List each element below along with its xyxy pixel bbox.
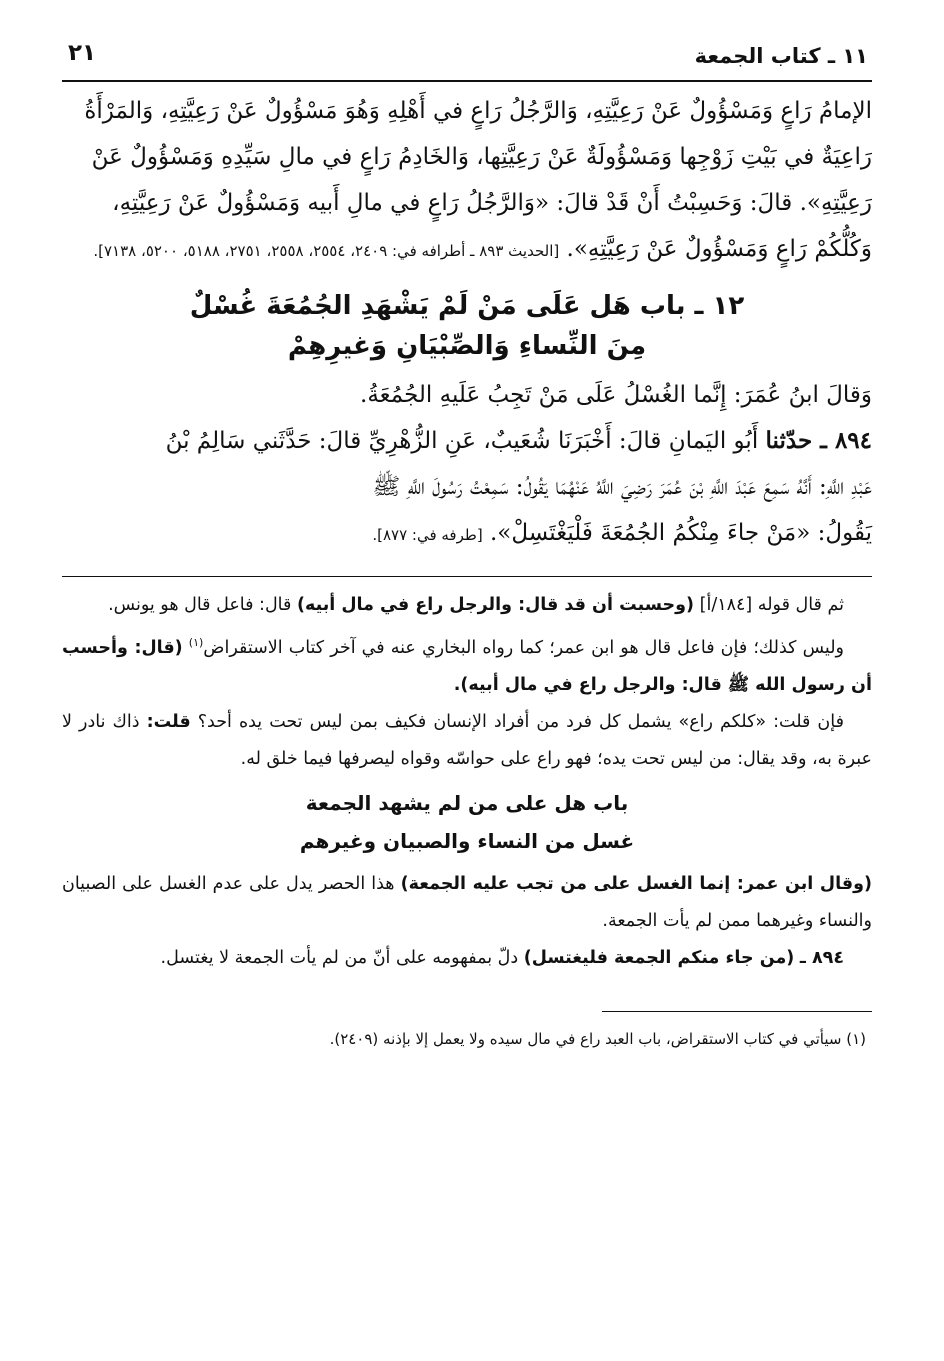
page-header	[62, 38, 872, 82]
commentary-paragraph: ٨٩٤ ـ (من جاء منكم الجمعة فليغتسل) دلّ بمفهومه على أنّ من لم يأت الجمعة لا يغتسل.	[160, 947, 844, 968]
commentary-heading: باب هل على من لم يشهد الجمعة غسل من النساء والصبيان وغيرهم	[299, 790, 635, 853]
commentary-paragraph: ثم قال قوله [١٨٤/أ] (وحسبت أن قد قال: والرجل راع في مال أبيه) قال: فاعل قال هو يونس.	[108, 595, 844, 615]
running-chapter-title: ١١ ـ كتاب الجمعة	[694, 44, 868, 68]
ibn-umar-statement: وَقالَ ابنُ عُمَرَ: إِنَّما الغُسْلُ عَلَى مَنْ تَجِبُ عَلَيهِ الجُمُعَةُ.	[360, 382, 872, 408]
matn-line: رَاعِيَةٌ في بَيْتِ زَوْجِها وَمَسْؤُولَةٌ عَنْ رَعِيَّتِها، وَالخَادِمُ رَاعٍ في مالِ سَيِّدِهِ وَمَسْؤُولٌ عَنْ	[91, 144, 872, 170]
commentary-paragraph: (وقال ابن عمر: إنما الغسل على من تجب عليه الجمعة) هذا الحصر يدل على عدم الغسل على الصبيان والنساء وغيرهما ممن لم يأت الجمعة.	[62, 873, 872, 931]
matn-line: الإمامُ رَاعٍ وَمَسْؤُولٌ عَنْ رَعِيَّتِهِ، وَالرَّجُلُ رَاعٍ في أَهْلِهِ وَهُوَ مَسْؤُولٌ عَنْ رَعِيَّتِهِ، وَالمَرْأَةُ	[84, 98, 872, 124]
footnote-marker: (١)	[188, 636, 204, 649]
footnote	[62, 1024, 872, 1054]
hadith-894: ٨٩٤ ـ حدّثنا أَبُو اليَمانِ قالَ: أَخْبَرَنَا شُعَيبٌ، عَنِ الزُّهْرِيِّ قالَ: حَدَّثَني سَالِمُ بْنُ	[165, 427, 872, 454]
matn-sharh-divider	[62, 576, 872, 577]
commentary	[62, 587, 872, 977]
hadith-text	[62, 88, 872, 558]
hadith-cross-reference: [طرفه في: ٨٧٧].	[372, 526, 483, 544]
bab-heading-line: مِنَ النِّساءِ وَالصِّبْيَانِ وَغيرِهِمْ	[287, 331, 647, 361]
footnote-text: سيأتي في كتاب الاستقراض، باب العبد راع في مال سيده ولا يعمل إلا بإذنه (٢٤٠٩).	[329, 1029, 842, 1048]
bab-heading	[62, 286, 872, 366]
bab-heading-line: ١٢ ـ باب هَل عَلَى مَنْ لَمْ يَشْهَدِ الجُمُعَةَ غُسْلٌ	[189, 291, 745, 321]
hadith-number: ٨٩٤ ـ حدّثنا	[765, 427, 872, 454]
footnote-number: (١)	[846, 1029, 866, 1048]
footnote-rule	[602, 1011, 872, 1012]
matn-line: وَكُلُّكُمْ رَاعٍ وَمَسْؤُولٌ عَنْ رَعِيَّتِهِ». [الحديث ٨٩٣ ـ أطرافه في: ٢٤٠٩، ٢٥٥٤، ٢٥٥٨، ٢٧٥١، ٥١٨٨، ٥٢٠٠، ٧١٣٨].	[93, 236, 872, 262]
matn-line: عَبْدِ اللَّهِ: أَنَّهُ سَمِعَ عَبْدَ اللَّهِ بْنَ عُمَرَ رَضِيَ اللَّهُ عَنْهُمَا يَقُولُ: سَمِعْتُ رَسُولَ اللَّهِ ﷺ	[372, 474, 872, 500]
matn-line: رَعِيَّتِهِ». قالَ: وَحَسِبْتُ أَنْ قَدْ قالَ: «وَالرَّجُلُ رَاعٍ في مالِ أَبيه وَمَسْؤُولٌ عَنْ رَعِيَّتِهِ،	[112, 190, 872, 216]
matn-line: يَقُولُ: «مَنْ جاءَ مِنْكُمُ الجُمُعَةَ فَلْيَغْتَسِلْ». [طرفه في: ٨٧٧].	[372, 520, 872, 546]
page-number: ٢١	[68, 40, 97, 66]
commentary-paragraph: وليس كذلك؛ فإن فاعل قال هو ابن عمر؛ كما رواه البخاري عنه في آخر كتاب الاستقراض$^{(١)}$ (قال: وأحسب أن رسول الله ﷺ قال: والرجل راع في مال أبيه).	[62, 636, 872, 695]
book-page	[62, 38, 872, 1338]
hadith-cross-reference: [الحديث ٨٩٣ ـ أطرافه في: ٢٤٠٩، ٢٥٥٤، ٢٥٥٨، ٢٧٥١، ٥١٨٨، ٥٢٠٠، ٧١٣٨].	[93, 242, 560, 260]
commentary-paragraph: فإن قلت: «كلكم راع» يشمل كل فرد من أفراد الإنسان فكيف بمن ليس تحت يده أحد؟ قلت: ذاك نادر لا عبرة به، وقد يقال: من ليس تحت يده؛ فهو راع على حواسّه وقواه ليصرفها فيما خلق له.	[62, 711, 872, 769]
